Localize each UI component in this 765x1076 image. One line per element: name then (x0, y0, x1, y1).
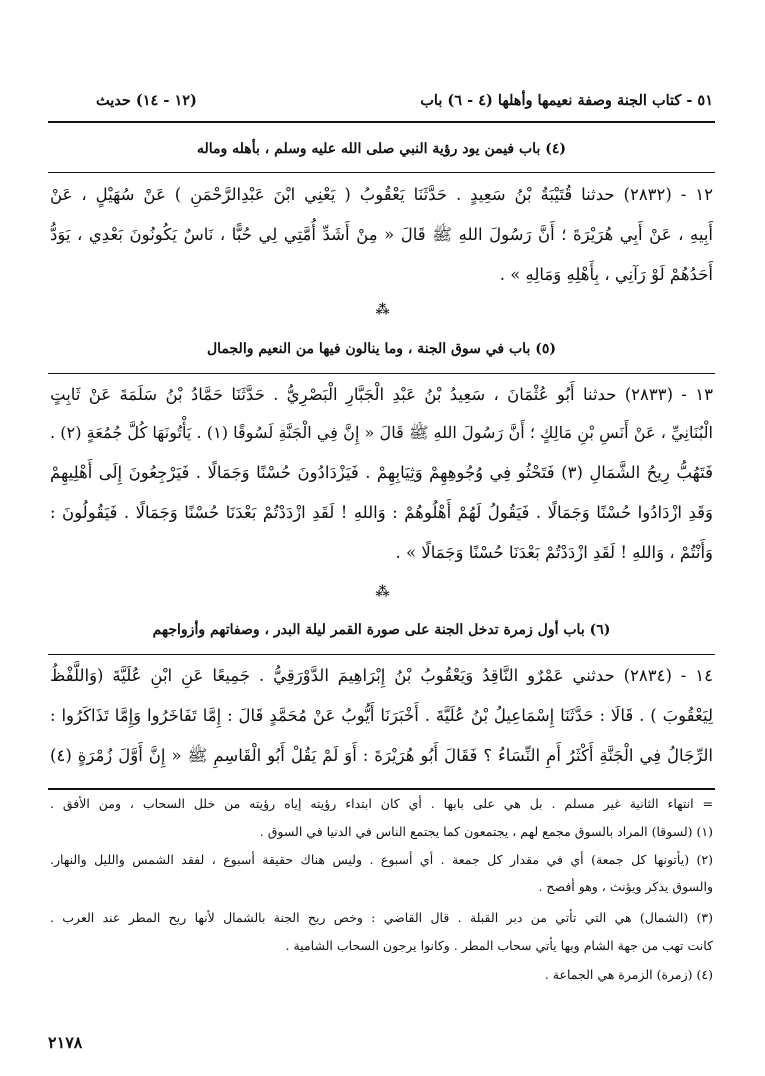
section-separator: ⁂ (375, 584, 390, 600)
page-number: ٢١٧٨ (48, 1033, 83, 1052)
footnote-2: (٢) (يأتونها كل جمعة) أي في مقدار كل جمعة . أي أسبوع . وليس هناك حقيقة أسبوع ، لفقد الشمس والليل والنهار. (50, 852, 713, 867)
hadith-14-line-2: لِيَعْقُوبَ ) . قَالَا : حَدَّثَنَا إِسْمَاعِيلُ بْنُ عُلَيَّةَ . أَخْبَرَنَا أَيُّوبُ عَنْ مُحَمَّدٍ قَالَ : إِمَّا تَفَاخَرُوا وَإِمَّا تَذَاكَرُوا : (50, 706, 713, 725)
hadith-13-line-1: ١٣ - (٢٨٣٣) حدثنا أَبُو عُثْمَانَ ، سَعِيدُ بْنُ عَبْدِ الْجَبَّارِ الْبَصْرِيُّ . حَدَّثَنَا حَمَّادُ بْنُ سَلَمَةَ عَنْ ثَابِتٍ (50, 385, 713, 404)
footnote-continuation: = انتهاء الثانية غير مسلم . بل هي على بابها . أي كان ابتداء رؤيته إياه رؤيته من خلل السحاب ، ومن الأفق . (50, 796, 713, 811)
footnote-3: (٣) (الشمال) هي التي تأتي من دبر القبلة . قال القاضي : وخص ريح الجنة بالشمال لأنها ريح المطر عند العرب . (50, 910, 713, 925)
section-heading-6: (٦) باب أول زمرة تدخل الجنة على صورة القمر ليلة البدر ، وصفاتهم وأزواجهم (152, 622, 611, 638)
section-separator: ⁂ (375, 302, 390, 318)
running-header-hadith-range: (١٢ - ١٤) حديث (96, 92, 197, 109)
footnote-1: (١) (لسوقا) المراد بالسوق مجمع لهم ، يجتمعون كما يجتمع الناس في الدنيا في السوق . (259, 824, 713, 839)
footnote-4: (٤) (زمرة) الزمرة هي الجماعة . (544, 967, 713, 982)
running-header-chapter: ٥١ - كتاب الجنة وصفة نعيمها وأهلها (٤ - ٦) باب (420, 92, 713, 109)
hadith-13-line-5: وَأَنْتُمْ ، وَاللهِ ! لَقَدِ ازْدَدْتُمْ بَعْدَنَا حُسْنًا وَجَمَالًا » . (395, 543, 713, 562)
section-divider (48, 172, 715, 173)
footnote-3-continuation: كانت تهب من جهة الشام وبها يأتي سحاب المطر . وكانوا يرجون السحاب الشامية . (285, 938, 713, 953)
hadith-12-line-2: أَبِيهِ ، عَنْ أَبِي هُرَيْرَةَ ؛ أَنَّ رَسُولَ اللهِ ﷺ قَالَ « مِنْ أَشَدِّ أُمَّتِي لِي حُبًّا ، نَاسٌ يَكُونُونَ بَعْدِي ، يَوَدُّ (50, 225, 713, 244)
hadith-13-line-4: وَقَدِ ازْدَادُوا حُسْنًا وَجَمَالًا . فَيَقُولُ لَهُمْ أَهْلُوهُمْ : وَاللهِ ! لَقَدِ ازْدَدْتُمْ بَعْدَنَا حُسْنًا وَجَمَالًا . فَيَقُولُونَ : (50, 503, 713, 522)
section-heading-5: (٥) باب في سوق الجنة ، وما ينالون فيها من النعيم والجمال (206, 341, 556, 357)
hadith-13-line-2: الْبُنَانِيِّ ، عَنْ أَنَسِ بْنِ مَالِكٍ ؛ أَنَّ رَسُولَ اللهِ ﷺ قَالَ « إِنَّ فِي الْجَنَّةِ لَسُوقًا (١) . يَأْتُونَهَا كُلَّ جُمُعَةٍ (٢) . (50, 423, 713, 442)
footnote-divider (48, 788, 715, 790)
header-divider (48, 121, 715, 123)
hadith-14-line-3: الرِّجَالُ فِي الْجَنَّةِ أَكْثَرُ أَمِ النِّسَاءُ ؟ فَقَالَ أَبُو هُرَيْرَةَ : أَوَ لَمْ يَقُلْ أَبُو الْقَاسِمِ ﷺ « إِنَّ أَوَّلَ زُمْرَةٍ (٤) (50, 746, 713, 765)
hadith-13-line-3: فَتَهُبُّ رِيحُ الشَّمَالِ (٣) فَتَحْثُو فِي وُجُوهِهِمْ وَثِيَابِهِمْ . فَيَزْدَادُونَ حُسْنًا وَجَمَالًا . فَيَرْجِعُونَ إِلَى أَهْلِيهِمْ (50, 463, 713, 482)
footnote-2-continuation: والسوق يذكر ويؤنث ، وهو أفصح . (538, 879, 713, 894)
section-divider (48, 373, 715, 374)
section-divider (48, 654, 715, 655)
hadith-12-line-3: أَحَدُهُمْ لَوْ رَآنِي ، بِأَهْلِهِ وَمَالِهِ » . (499, 265, 713, 284)
hadith-12-line-1: ١٢ - (٢٨٣٢) حدثنا قُتَيْبَةُ بْنُ سَعِيدٍ . حَدَّثَنَا يَعْقُوبُ ( يَعْنِي ابْنَ عَبْدِالرَّحْمَنِ ) عَنْ سُهَيْلٍ ، عَنْ (50, 185, 713, 204)
section-heading-4: (٤) باب فيمن يود رؤية النبي صلى الله عليه وسلم ، بأهله وماله (197, 141, 566, 157)
hadith-14-line-1: ١٤ - (٢٨٣٤) حدثني عَمْرٌو النَّاقِدُ وَيَعْقُوبُ بْنُ إِبْرَاهِيمَ الدَّوْرَقِيُّ . جَمِيعًا عَنِ ابْنِ عُلَيَّةَ (وَاللَّفْظُ (50, 666, 713, 685)
